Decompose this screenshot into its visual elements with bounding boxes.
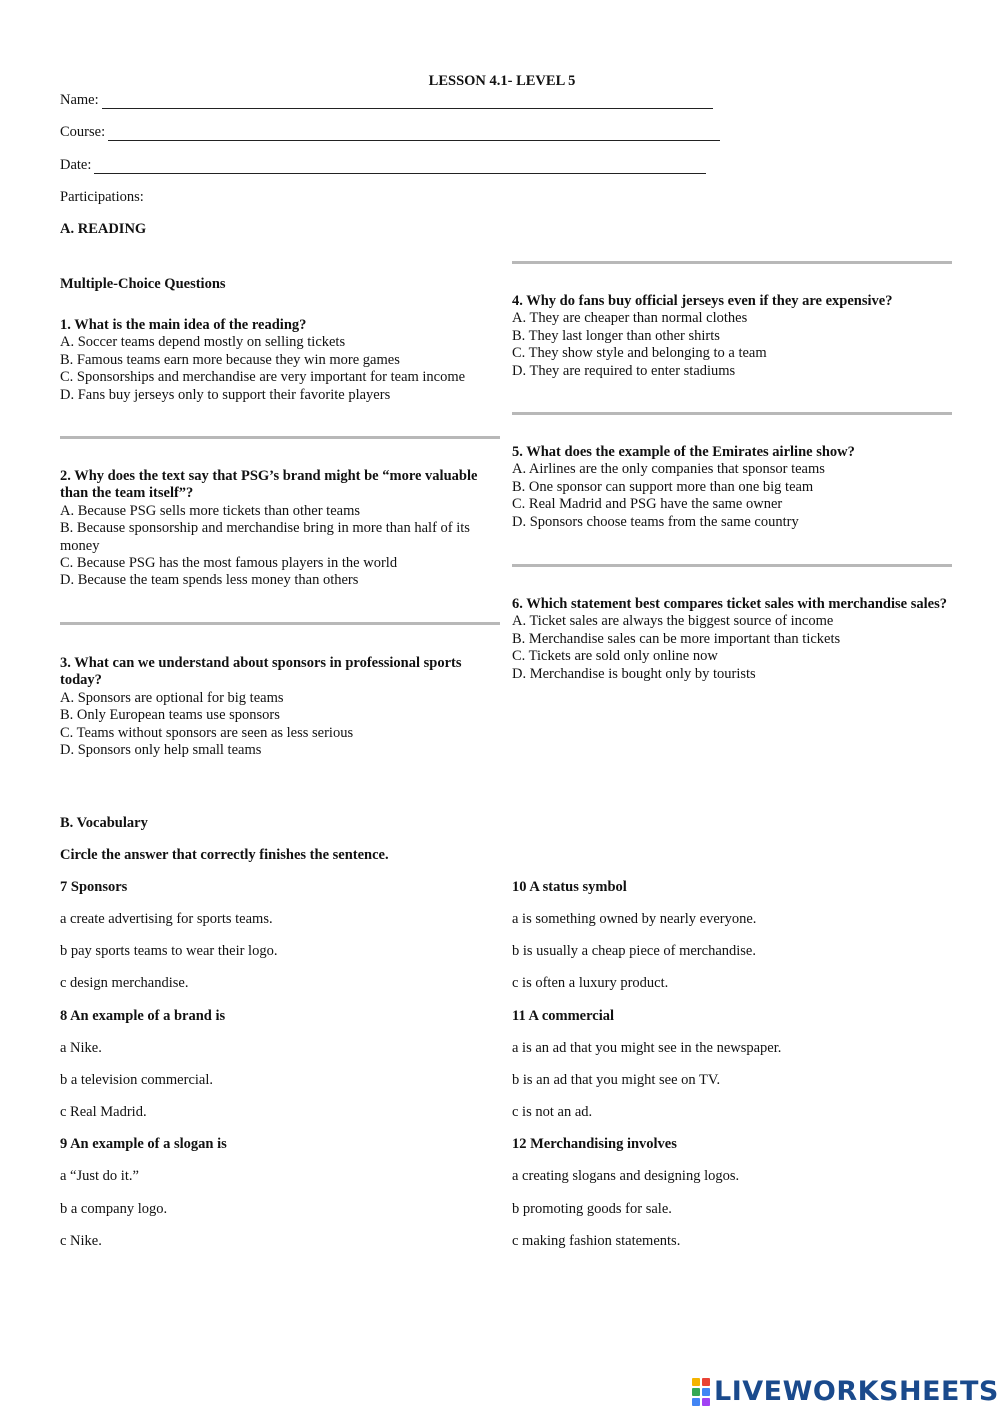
vocab-10-heading: 10 A status symbol <box>512 879 627 895</box>
date-label: Date: <box>60 157 92 173</box>
option-d[interactable]: D. Because the team spends less money than others <box>60 572 359 589</box>
answer-line-4[interactable] <box>512 412 952 415</box>
vocab-7-heading: 7 Sponsors <box>60 879 128 895</box>
question-3 <box>60 655 502 759</box>
vocab-8-heading: 8 An example of a brand is <box>60 1008 226 1024</box>
logo-block <box>692 1388 700 1396</box>
logo-block <box>692 1378 700 1386</box>
question-1 <box>60 317 500 404</box>
answer-line-top-right[interactable] <box>512 261 952 264</box>
logo-text: LIVEWORKSHEETS <box>714 1376 999 1407</box>
name-input-line[interactable] <box>102 96 713 109</box>
option-b[interactable]: B. One sponsor can support more than one big team <box>512 478 814 495</box>
vocab-8-option-a[interactable]: a Nike. <box>60 1040 102 1056</box>
vocab-12-option-b[interactable]: b promoting goods for sale. <box>512 1201 672 1217</box>
question-text: 4. Why do fans buy official jerseys even if they are expensive? <box>512 293 893 309</box>
logo-block <box>702 1398 710 1406</box>
question-2 <box>60 468 502 590</box>
vocab-7-option-a[interactable]: a create advertising for sports teams. <box>60 911 273 927</box>
option-c[interactable]: C. Because PSG has the most famous players in the world <box>60 555 398 572</box>
question-5 <box>512 444 952 531</box>
vocab-9-option-b[interactable]: b a company logo. <box>60 1201 168 1217</box>
option-b[interactable]: B. Merchandise sales can be more important than tickets <box>512 630 841 647</box>
section-a-title: A. READING <box>60 221 147 237</box>
option-a[interactable]: A. Soccer teams depend mostly on selling tickets <box>60 334 346 351</box>
option-a[interactable]: A. Ticket sales are always the biggest source of income <box>512 613 834 630</box>
vocab-8-option-c[interactable]: c Real Madrid. <box>60 1104 147 1120</box>
vocab-9-option-c[interactable]: c Nike. <box>60 1233 102 1249</box>
worksheet-title: LESSON 4.1- LEVEL 5 <box>428 73 576 89</box>
logo-blocks-icon <box>692 1378 710 1406</box>
name-field-row <box>60 92 713 109</box>
section-b-title: B. Vocabulary <box>60 815 148 831</box>
answer-line-5[interactable] <box>512 564 952 567</box>
liveworksheets-logo[interactable] <box>692 1376 999 1407</box>
option-a[interactable]: A. They are cheaper than normal clothes <box>512 310 748 327</box>
option-c[interactable]: C. Teams without sponsors are seen as less serious <box>60 724 354 741</box>
question-text: 5. What does the example of the Emirates airline show? <box>512 444 855 460</box>
date-input-line[interactable] <box>94 161 706 174</box>
option-a[interactable]: A. Because PSG sells more tickets than other teams <box>60 502 361 519</box>
vocab-11-option-b[interactable]: b is an ad that you might see on TV. <box>512 1072 721 1088</box>
option-d[interactable]: D. They are required to enter stadiums <box>512 362 736 379</box>
vocab-10-option-a[interactable]: a is something owned by nearly everyone. <box>512 911 757 927</box>
question-text: 6. Which statement best compares ticket sales with merchandise sales? <box>512 596 947 612</box>
question-6 <box>512 596 952 683</box>
option-d[interactable]: D. Merchandise is bought only by tourists <box>512 665 756 682</box>
option-c[interactable]: C. Real Madrid and PSG have the same owner <box>512 496 783 513</box>
option-b[interactable]: B. They last longer than other shirts <box>512 327 720 344</box>
participations-label: Participations: <box>60 189 144 205</box>
option-d[interactable]: D. Sponsors only help small teams <box>60 742 262 759</box>
option-c[interactable]: C. Tickets are sold only online now <box>512 648 718 665</box>
option-c[interactable]: C. They show style and belonging to a team <box>512 345 767 362</box>
vocab-10-option-b[interactable]: b is usually a cheap piece of merchandise. <box>512 943 756 959</box>
option-c[interactable]: C. Sponsorships and merchandise are very important for team income <box>60 369 466 386</box>
section-a-subtitle: Multiple-Choice Questions <box>60 276 226 292</box>
course-input-line[interactable] <box>108 128 720 141</box>
option-b[interactable]: B. Only European teams use sponsors <box>60 707 280 724</box>
option-d[interactable]: D. Fans buy jerseys only to support their favorite players <box>60 386 391 403</box>
vocab-10-option-c[interactable]: c is often a luxury product. <box>512 975 669 991</box>
vocab-12-heading: 12 Merchandising involves <box>512 1136 677 1152</box>
option-a[interactable]: A. Airlines are the only companies that sponsor teams <box>512 461 825 478</box>
vocab-9-option-a[interactable]: a “Just do it.” <box>60 1168 139 1184</box>
option-d[interactable]: D. Sponsors choose teams from the same country <box>512 513 799 530</box>
question-text: 1. What is the main idea of the reading? <box>60 317 307 333</box>
course-label: Course: <box>60 124 106 140</box>
vocab-11-option-c[interactable]: c is not an ad. <box>512 1104 593 1120</box>
vocab-7-option-c[interactable]: c design merchandise. <box>60 975 189 991</box>
logo-block <box>702 1378 710 1386</box>
vocab-7-option-b[interactable]: b pay sports teams to wear their logo. <box>60 943 278 959</box>
option-b[interactable]: B. Famous teams earn more because they win more games <box>60 351 400 368</box>
section-b-instruction: Circle the answer that correctly finishes the sentence. <box>60 847 389 863</box>
answer-line-1[interactable] <box>60 436 500 439</box>
question-text: 3. What can we understand about sponsors in professional sports today? <box>60 655 462 689</box>
vocab-12-option-c[interactable]: c making fashion statements. <box>512 1233 681 1249</box>
date-field-row <box>60 157 706 174</box>
question-4 <box>512 293 952 380</box>
question-text: 2. Why does the text say that PSG’s brand might be “more valuable than the team itself”? <box>60 468 478 502</box>
vocab-11-heading: 11 A commercial <box>512 1008 615 1024</box>
option-b[interactable]: B. Because sponsorship and merchandise bring in more than half of its money <box>60 520 470 554</box>
logo-block <box>702 1388 710 1396</box>
vocab-8-option-b[interactable]: b a television commercial. <box>60 1072 214 1088</box>
vocab-11-option-a[interactable]: a is an ad that you might see in the newspaper. <box>512 1040 782 1056</box>
option-a[interactable]: A. Sponsors are optional for big teams <box>60 689 284 706</box>
answer-line-2[interactable] <box>60 622 500 625</box>
name-label: Name: <box>60 92 99 108</box>
vocab-12-option-a[interactable]: a creating slogans and designing logos. <box>512 1168 740 1184</box>
course-field-row <box>60 124 720 141</box>
logo-block <box>692 1398 700 1406</box>
vocab-9-heading: 9 An example of a slogan is <box>60 1136 227 1152</box>
